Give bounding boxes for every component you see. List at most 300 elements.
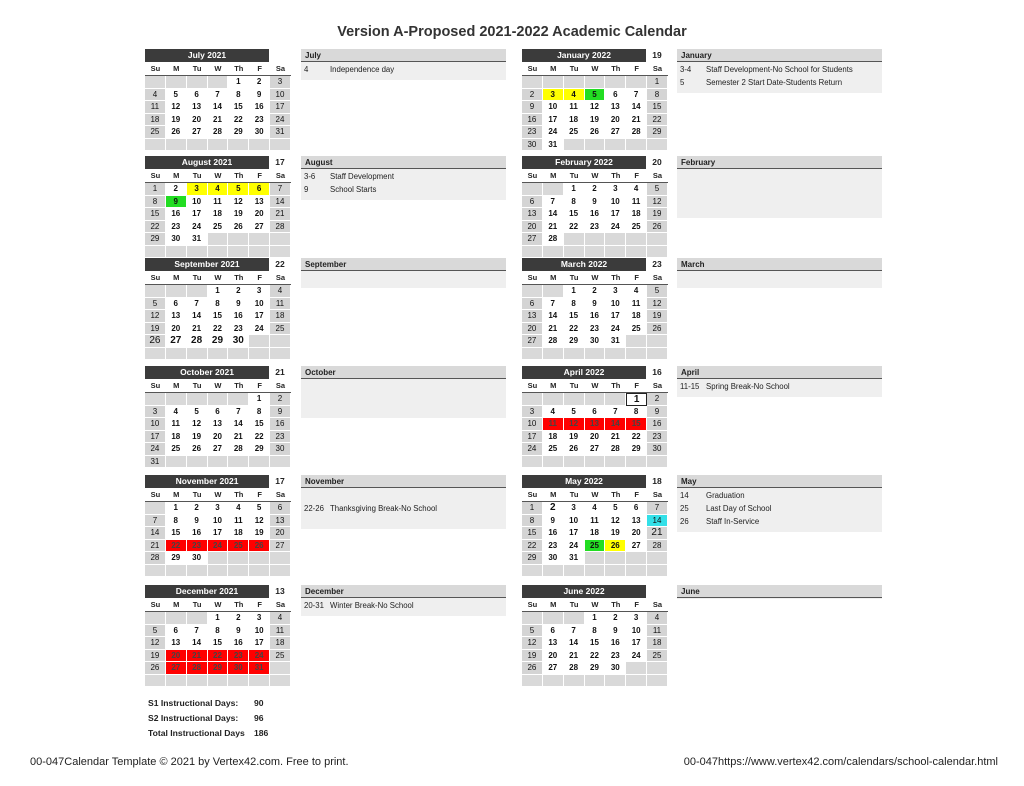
weekday-header-row (522, 598, 668, 612)
calendar-day: 15 (564, 208, 585, 221)
note-text: Staff Development (330, 172, 395, 181)
calendar-day: 13 (166, 310, 187, 323)
month-notes (301, 585, 506, 616)
calendar-day: 14 (270, 196, 291, 209)
calendar-day: 7 (187, 298, 208, 311)
calendar-day: 4 (564, 89, 585, 102)
empty-day-cell (270, 456, 291, 469)
month-calendar (522, 49, 668, 151)
weekday-label: Th (234, 171, 244, 180)
month-calendar (522, 258, 668, 360)
empty-day-cell (270, 348, 291, 361)
month-title: August 2021 (145, 156, 269, 169)
weekday-label: M (173, 171, 180, 180)
notes-body (301, 379, 506, 418)
day-grid (522, 502, 668, 577)
weekday-label: Su (150, 600, 161, 609)
calendar-day: 16 (187, 527, 208, 540)
empty-day-cell (228, 348, 249, 361)
weekday-header-row (522, 488, 668, 502)
empty-day-cell (647, 675, 668, 688)
calendar-day: 11 (564, 101, 585, 114)
notes-title: February (677, 156, 882, 169)
calendar-day: 18 (626, 310, 647, 323)
note-text: Graduation (706, 491, 745, 500)
summary-row (148, 696, 274, 711)
calendar-day: 11 (647, 625, 668, 638)
month-notes (677, 156, 882, 218)
weekday-label: Sa (652, 64, 663, 73)
calendar-day: 4 (145, 89, 166, 102)
calendar-day: 28 (228, 443, 249, 456)
calendar-day: 11 (543, 418, 564, 431)
weekday-label: W (591, 171, 599, 180)
notes-body (301, 598, 506, 616)
empty-day-cell (249, 246, 270, 259)
month-title: June 2022 (522, 585, 646, 598)
calendar-day: 27 (270, 540, 291, 553)
calendar-day: 28 (270, 221, 291, 234)
month-header (522, 475, 668, 488)
calendar-day: 7 (626, 89, 647, 102)
calendar-day: 26 (187, 443, 208, 456)
calendar-day: 24 (249, 323, 270, 336)
weekday-label: Tu (569, 273, 579, 282)
calendar-day: 29 (145, 233, 166, 246)
calendar-day: 1 (208, 285, 229, 298)
calendar-day: 23 (605, 650, 626, 663)
calendar-day: 17 (249, 310, 270, 323)
month-calendar (522, 585, 668, 687)
empty-day-cell (585, 565, 606, 578)
weekday-label: F (257, 490, 262, 499)
empty-day-cell (145, 76, 166, 89)
calendar-day: 10 (564, 515, 585, 528)
calendar-day: 31 (249, 662, 270, 675)
calendar-day: 16 (228, 637, 249, 650)
calendar-day: 29 (626, 443, 647, 456)
calendar-day: 16 (647, 418, 668, 431)
empty-day-cell (270, 233, 291, 246)
calendar-day: 30 (166, 233, 187, 246)
month-notes (677, 258, 882, 288)
weekday-label: Th (611, 490, 621, 499)
calendar-day: 3 (605, 285, 626, 298)
weekday-label: Th (611, 273, 621, 282)
calendar-day: 8 (647, 89, 668, 102)
page-title: Version A-Proposed 2021-2022 Academic Calendar (337, 24, 687, 40)
empty-day-cell (166, 675, 187, 688)
summary-value: 96 (254, 713, 264, 723)
month-header (145, 49, 291, 62)
calendar-day: 17 (249, 637, 270, 650)
calendar-day: 16 (270, 418, 291, 431)
calendar-day: 30 (647, 443, 668, 456)
calendar-day: 19 (145, 650, 166, 663)
summary-value: 90 (254, 698, 264, 708)
empty-day-cell (270, 552, 291, 565)
calendar-day: 10 (270, 89, 291, 102)
day-grid (145, 393, 291, 468)
month-header (522, 585, 668, 598)
weekday-label: M (173, 273, 180, 282)
calendar-day: 3 (187, 183, 208, 196)
calendar-day: 8 (145, 196, 166, 209)
calendar-day: 21 (543, 323, 564, 336)
weekday-label: W (214, 64, 222, 73)
empty-day-cell (522, 612, 543, 625)
month-header (145, 475, 291, 488)
weekday-label: F (257, 64, 262, 73)
day-grid (145, 612, 291, 687)
weekday-label: Sa (652, 273, 663, 282)
weekday-label: Th (234, 273, 244, 282)
calendar-day: 26 (145, 662, 166, 675)
instructional-day-count: 17 (275, 157, 285, 167)
calendar-day: 23 (187, 540, 208, 553)
calendar-day: 9 (585, 298, 606, 311)
footer-copyright: 00-047Calendar Template © 2021 by Vertex42.com. Free to print. (30, 756, 349, 768)
calendar-day: 18 (585, 527, 606, 540)
note-item (677, 380, 882, 393)
calendar-day: 15 (208, 637, 229, 650)
calendar-day: 16 (585, 208, 606, 221)
weekday-label: Tu (192, 273, 202, 282)
calendar-day: 27 (208, 443, 229, 456)
calendar-day: 26 (166, 126, 187, 139)
notes-body (677, 62, 882, 93)
calendar-day: 1 (585, 612, 606, 625)
calendar-day: 15 (522, 527, 543, 540)
calendar-day: 5 (228, 183, 249, 196)
notes-title: December (301, 585, 506, 598)
empty-day-cell (585, 675, 606, 688)
calendar-day: 12 (564, 418, 585, 431)
empty-day-cell (270, 675, 291, 688)
month-title: July 2021 (145, 49, 269, 62)
notes-body (677, 169, 882, 218)
calendar-day: 26 (228, 221, 249, 234)
weekday-label: F (257, 171, 262, 180)
calendar-day: 4 (166, 406, 187, 419)
calendar-day: 12 (145, 637, 166, 650)
notes-title: September (301, 258, 506, 271)
weekday-label: Tu (192, 490, 202, 499)
weekday-label: W (214, 171, 222, 180)
weekday-header-row (145, 598, 291, 612)
note-date: 9 (304, 185, 309, 194)
calendar-day: 12 (647, 298, 668, 311)
empty-day-cell (187, 456, 208, 469)
weekday-label: F (634, 381, 639, 390)
empty-day-cell (543, 612, 564, 625)
weekday-header-row (522, 62, 668, 76)
calendar-day: 28 (647, 540, 668, 553)
empty-day-cell (166, 565, 187, 578)
notes-body (677, 488, 882, 532)
calendar-day: 15 (647, 101, 668, 114)
empty-day-cell (585, 393, 606, 406)
calendar-day: 28 (208, 126, 229, 139)
month-notes (301, 366, 506, 418)
calendar-day: 27 (522, 233, 543, 246)
calendar-day: 23 (585, 221, 606, 234)
empty-day-cell (166, 139, 187, 152)
summary-value: 186 (254, 728, 269, 738)
weekday-label: M (550, 490, 557, 499)
calendar-day: 10 (605, 196, 626, 209)
empty-day-cell (228, 675, 249, 688)
empty-day-cell (564, 233, 585, 246)
weekday-label: M (550, 171, 557, 180)
empty-day-cell (187, 139, 208, 152)
calendar-day: 18 (564, 114, 585, 127)
calendar-day: 27 (166, 662, 187, 675)
calendar-day: 23 (228, 650, 249, 663)
calendar-day: 2 (585, 183, 606, 196)
calendar-day: 5 (564, 406, 585, 419)
calendar-day: 6 (166, 625, 187, 638)
empty-day-cell (145, 565, 166, 578)
calendar-day: 15 (208, 310, 229, 323)
calendar-day: 21 (187, 650, 208, 663)
empty-day-cell (585, 76, 606, 89)
calendar-day: 31 (145, 456, 166, 469)
instructional-day-count (646, 585, 668, 598)
weekday-label: Th (611, 171, 621, 180)
calendar-day: 25 (543, 443, 564, 456)
calendar-day: 6 (208, 406, 229, 419)
empty-day-cell (626, 246, 647, 259)
calendar-day: 9 (228, 298, 249, 311)
instructional-day-count: 23 (652, 259, 662, 269)
note-date: 14 (680, 491, 689, 500)
notes-title: July (301, 49, 506, 62)
calendar-day: 1 (564, 285, 585, 298)
weekday-label: F (257, 381, 262, 390)
weekday-label: W (591, 273, 599, 282)
day-grid (145, 76, 291, 151)
calendar-day: 4 (585, 502, 606, 515)
empty-day-cell (626, 76, 647, 89)
calendar-day: 16 (228, 310, 249, 323)
calendar-day: 10 (187, 196, 208, 209)
empty-day-cell (605, 393, 626, 406)
empty-day-cell (228, 565, 249, 578)
calendar-day: 7 (187, 625, 208, 638)
empty-day-cell (626, 456, 647, 469)
note-text: Semester 2 Start Date-Students Return (706, 78, 843, 87)
calendar-day: 8 (228, 89, 249, 102)
empty-day-cell (208, 233, 229, 246)
empty-day-cell (228, 139, 249, 152)
notes-body (301, 169, 506, 200)
month-title: September 2021 (145, 258, 269, 271)
note-text: Spring Break-No School (706, 382, 790, 391)
empty-day-cell (166, 285, 187, 298)
calendar-day: 20 (605, 114, 626, 127)
calendar-day: 19 (522, 650, 543, 663)
weekday-label: Sa (652, 600, 663, 609)
empty-day-cell (166, 456, 187, 469)
weekday-label: Sa (652, 381, 663, 390)
calendar-day: 19 (187, 431, 208, 444)
calendar-day: 1 (647, 76, 668, 89)
empty-day-cell (585, 348, 606, 361)
day-grid (145, 502, 291, 577)
calendar-day: 14 (228, 418, 249, 431)
calendar-day: 21 (228, 431, 249, 444)
calendar-day: 7 (605, 406, 626, 419)
weekday-label: Su (527, 600, 538, 609)
calendar-day: 13 (522, 208, 543, 221)
calendar-day: 5 (145, 298, 166, 311)
calendar-day: 22 (208, 323, 229, 336)
calendar-day: 3 (564, 502, 585, 515)
calendar-day: 11 (585, 515, 606, 528)
calendar-day: 23 (228, 323, 249, 336)
note-text: Thanksgiving Break-No School (330, 504, 438, 513)
weekday-label: Sa (275, 64, 286, 73)
empty-day-cell (270, 662, 291, 675)
summary-row (148, 711, 274, 726)
month-notes (677, 585, 882, 599)
weekday-label: Su (527, 381, 538, 390)
calendar-day: 14 (605, 418, 626, 431)
empty-day-cell (626, 552, 647, 565)
calendar-day: 3 (249, 612, 270, 625)
calendar-day: 8 (208, 298, 229, 311)
calendar-day: 2 (522, 89, 543, 102)
empty-day-cell (249, 233, 270, 246)
empty-day-cell (605, 139, 626, 152)
empty-day-cell (585, 246, 606, 259)
empty-day-cell (208, 675, 229, 688)
note-item (301, 183, 506, 196)
weekday-header-row (522, 271, 668, 285)
empty-day-cell (228, 233, 249, 246)
empty-day-cell (626, 565, 647, 578)
empty-day-cell (166, 393, 187, 406)
calendar-day: 24 (208, 540, 229, 553)
calendar-day: 14 (543, 208, 564, 221)
note-date: 5 (680, 78, 685, 87)
summary-label: S1 Instructional Days: (148, 698, 239, 708)
calendar-day: 9 (543, 515, 564, 528)
month-notes (301, 156, 506, 200)
day-grid (145, 183, 291, 258)
weekday-label: Tu (192, 381, 202, 390)
weekday-header-row (145, 169, 291, 183)
footer-url-link[interactable]: 00-047https://www.vertex42.com/calendars/school-calendar.html (683, 756, 998, 768)
calendar-day: 2 (647, 393, 668, 406)
calendar-day: 10 (605, 298, 626, 311)
weekday-label: Sa (275, 600, 286, 609)
calendar-day: 12 (145, 310, 166, 323)
empty-day-cell (187, 285, 208, 298)
weekday-label: Sa (275, 381, 286, 390)
calendar-day: 9 (249, 89, 270, 102)
calendar-day: 3 (270, 76, 291, 89)
calendar-day: 22 (564, 323, 585, 336)
notes-body (677, 598, 882, 599)
calendar-day: 18 (166, 431, 187, 444)
notes-title: August (301, 156, 506, 169)
calendar-day: 23 (543, 540, 564, 553)
calendar-day: 17 (145, 431, 166, 444)
calendar-day: 5 (585, 89, 606, 102)
notes-title: April (677, 366, 882, 379)
calendar-day: 28 (187, 335, 208, 348)
calendar-day: 14 (187, 637, 208, 650)
month-notes (301, 258, 506, 288)
empty-day-cell (626, 335, 647, 348)
calendar-day: 30 (522, 139, 543, 152)
calendar-day: 13 (187, 101, 208, 114)
calendar-day: 6 (543, 625, 564, 638)
calendar-day: 22 (522, 540, 543, 553)
weekday-label: Su (527, 64, 538, 73)
month-title: November 2021 (145, 475, 269, 488)
empty-day-cell (145, 246, 166, 259)
weekday-label: M (550, 64, 557, 73)
calendar-day: 18 (626, 208, 647, 221)
month-title: May 2022 (522, 475, 646, 488)
calendar-day: 30 (605, 662, 626, 675)
calendar-day: 20 (208, 431, 229, 444)
calendar-day: 26 (647, 221, 668, 234)
month-header (145, 585, 291, 598)
calendar-day: 22 (564, 221, 585, 234)
calendar-day: 3 (605, 183, 626, 196)
calendar-day: 11 (166, 418, 187, 431)
empty-day-cell (522, 183, 543, 196)
empty-day-cell (249, 456, 270, 469)
empty-day-cell (605, 348, 626, 361)
calendar-day: 30 (187, 552, 208, 565)
calendar-day: 18 (543, 431, 564, 444)
empty-day-cell (249, 335, 270, 348)
calendar-day: 10 (249, 298, 270, 311)
calendar-day: 9 (585, 196, 606, 209)
month-header (145, 258, 291, 271)
calendar-day: 10 (543, 101, 564, 114)
empty-day-cell (543, 76, 564, 89)
calendar-day: 2 (543, 502, 564, 515)
calendar-day: 17 (187, 208, 208, 221)
empty-day-cell (543, 393, 564, 406)
calendar-day: 30 (585, 335, 606, 348)
calendar-day: 19 (585, 114, 606, 127)
month-notes (677, 49, 882, 93)
weekday-label: W (214, 600, 222, 609)
calendar-day: 6 (522, 196, 543, 209)
empty-day-cell (522, 393, 543, 406)
weekday-label: Su (150, 64, 161, 73)
empty-day-cell (543, 246, 564, 259)
calendar-day: 5 (145, 625, 166, 638)
calendar-day: 15 (626, 418, 647, 431)
weekday-label: M (550, 381, 557, 390)
weekday-label: M (550, 273, 557, 282)
calendar-day: 8 (166, 515, 187, 528)
calendar-day: 6 (522, 298, 543, 311)
empty-day-cell (522, 76, 543, 89)
instructional-day-count: 13 (275, 586, 285, 596)
calendar-day: 3 (145, 406, 166, 419)
calendar-day: 15 (145, 208, 166, 221)
summary-label: Total Instructional Days (148, 728, 245, 738)
